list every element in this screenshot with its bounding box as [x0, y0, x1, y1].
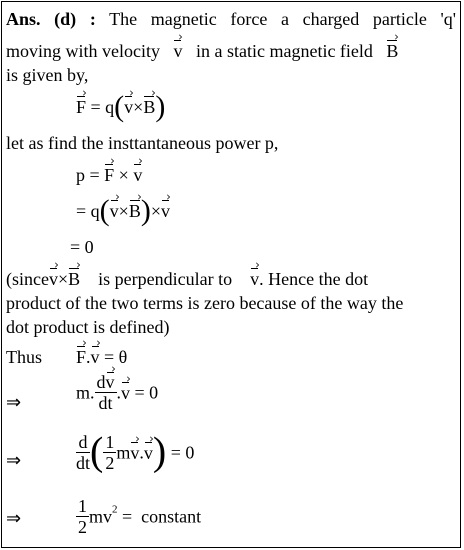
implies-equation-1	[76, 372, 158, 413]
note-line-1	[6, 268, 456, 290]
implies-arrow-1: ⇒	[6, 392, 22, 413]
note-perp: is perpendicular to	[98, 269, 233, 289]
power-equation-2	[76, 194, 170, 227]
power-line2-q: = q	[76, 201, 100, 221]
eq1-num-v: v	[105, 372, 115, 392]
implies-arrow-3: ⇒	[6, 508, 22, 529]
power-line2-v2: v	[160, 201, 170, 221]
eq2-open-paren: (	[90, 428, 104, 474]
intro-line-2	[6, 40, 456, 62]
power-line2-v: v	[109, 201, 119, 221]
eq1-m: m.	[76, 382, 95, 403]
power-intro: let as find the insttantaneous power p,	[6, 133, 279, 153]
power-p: p =	[76, 165, 105, 185]
power-v: v	[133, 165, 143, 185]
eq3-exponent: 2	[112, 503, 118, 516]
answer-colon: :	[89, 9, 96, 29]
answer-label: Ans. (d)	[6, 9, 77, 29]
note-hence: . Hence the dot	[259, 269, 369, 289]
thus-equation	[76, 346, 127, 368]
note-times: ×	[57, 269, 69, 289]
force-v: v	[124, 97, 134, 117]
implies-equation-2	[76, 428, 195, 474]
intro-text-1: The magnetic force a charged particle 'q'	[109, 9, 457, 29]
note-B: B	[68, 269, 81, 289]
power-zero: = 0	[70, 237, 94, 257]
eq2-m: m	[116, 442, 131, 463]
close-paren: )	[155, 90, 166, 123]
eq3-half-den: 2	[78, 517, 87, 537]
thus-v: v	[90, 347, 100, 367]
force-B: B	[143, 97, 156, 117]
note-v: v	[48, 269, 58, 289]
intro-line-3	[6, 64, 88, 86]
velocity-vector: v	[173, 41, 183, 61]
force-F: F	[76, 97, 87, 117]
eq2-close-paren: )	[152, 428, 167, 474]
eq1-denominator: dt	[98, 393, 113, 413]
note-line-2: product of the two terms is zero because of the way the	[6, 293, 404, 313]
intro-text-3: is given by,	[6, 65, 89, 85]
intro-line-1	[6, 8, 456, 30]
intro-text-2a: moving with velocity	[6, 41, 160, 61]
eq2-half	[103, 432, 116, 473]
eq2-v2: v	[143, 442, 153, 463]
thus-rhs: = θ	[99, 347, 128, 367]
power-line2-B: B	[128, 201, 141, 221]
eq1-dot: .	[116, 382, 122, 403]
thus-dot: .	[86, 347, 91, 367]
eq1-rhs: = 0	[130, 382, 159, 403]
eq3-mv: mv	[89, 506, 113, 527]
implies-equation-3	[76, 496, 201, 537]
eq2-half-num: 1	[105, 432, 115, 452]
field-vector: B	[386, 41, 399, 61]
eq3-rhs: = constant	[117, 506, 202, 527]
eq2-ddt	[76, 432, 90, 473]
power-equation-1	[76, 164, 142, 186]
eq2-d: d	[76, 432, 90, 453]
power-times: ×	[114, 165, 134, 185]
eq1-num-d: d	[96, 372, 106, 392]
thus-F: F	[76, 347, 87, 367]
force-equation	[76, 90, 166, 123]
power-line2-tail: ×	[150, 201, 161, 221]
open-paren: (	[114, 90, 125, 123]
power-equation-3	[70, 236, 94, 258]
open-paren-2: (	[99, 194, 110, 227]
eq3-half-num: 1	[78, 496, 87, 516]
force-eq-q: = q	[86, 97, 115, 117]
note-v2: v	[250, 269, 260, 289]
force-times: ×	[133, 97, 144, 117]
eq3-half	[76, 496, 89, 537]
eq1-fraction	[95, 372, 117, 413]
eq2-half-den: 2	[105, 453, 115, 473]
intro-text-2b: in a static magnetic field	[195, 41, 373, 61]
power-line2-times: ×	[118, 201, 129, 221]
power-F: F	[104, 165, 115, 185]
eq1-numerator	[95, 372, 117, 393]
close-paren-2: )	[140, 194, 151, 227]
eq2-v1: v	[130, 442, 140, 463]
eq2-dt: dt	[76, 453, 91, 473]
note-line-3: dot product is defined)	[6, 317, 170, 337]
eq1-v: v	[121, 382, 131, 403]
note-since: (since	[6, 269, 49, 289]
eq2-dot: .	[139, 442, 144, 463]
eq2-rhs: = 0	[166, 442, 195, 463]
implies-arrow-2: ⇒	[6, 450, 22, 471]
thus-label: Thus	[6, 347, 42, 367]
